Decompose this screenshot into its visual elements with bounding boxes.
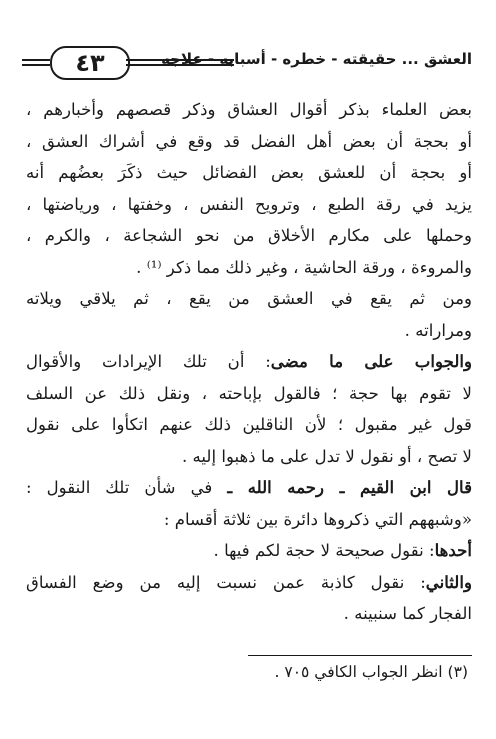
- text-line: يزيد في رقة الطبع ، وترويح النفس ، وخفتها ، ورياضتها ،: [26, 194, 472, 214]
- bold-lead: والجواب على ما مضى: [270, 351, 472, 371]
- text-line: أو بحجة أن للعشق بعض الفضائل حيث ذكَرَ بعضُهم أنه: [26, 163, 472, 182]
- text-line: الفجار كما سنبينه .: [343, 604, 472, 623]
- header-rule: [22, 59, 50, 61]
- text-line: [26, 472, 472, 504]
- text-line: أو بحجة أن بعض أهل الفضل قد وقع في أشراك العشق ،: [26, 131, 472, 151]
- line-rest: في شأن تلك النقول :: [26, 478, 228, 497]
- bold-lead: قال ابن القيم ـ رحمه الله ـ: [227, 477, 472, 497]
- text-line: ومن ثم يقع في العشق من يقع ، ثم يلاقي ويلاته: [26, 289, 472, 308]
- header-rule: [22, 64, 50, 66]
- line-rest: : نقول كاذبة عمن نسبت إليه من وضع الفساق: [26, 572, 426, 592]
- footnote: [275, 663, 468, 681]
- text-line: «وشبههم التي ذكروها دائرة بين ثلاثة أقسام :: [163, 509, 472, 529]
- main-text: [26, 94, 472, 630]
- text-line: لا تصح ، أو نقول لا تدل على ما ذهبوا إليه .: [181, 446, 472, 466]
- text-line: لا تقوم بها حجة ؛ فالقول بإباحته ، ونقل ذلك عن السلف: [26, 383, 472, 403]
- text-line: بعض العلماء بذكر أقوال العشاق وذكر قصصهم وأخبارهم ،: [26, 100, 472, 119]
- text-line: [26, 346, 472, 378]
- text-line: [26, 535, 472, 567]
- bold-lead: أحدها: [434, 540, 472, 560]
- line-rest: : نقول صحيحة لا حجة لكم فيها .: [213, 541, 435, 560]
- footnote-divider: [248, 655, 472, 656]
- bold-lead: والثاني: [425, 571, 472, 592]
- footnote-marker: (٣): [447, 663, 468, 681]
- running-title: العشق ... حقيقته - خطره - أسبابه - علاجه: [161, 50, 472, 68]
- footnote-text: انظر الجواب الكافي ٧٠٥ .: [274, 663, 448, 681]
- line-rest: : أن تلك الإيرادات والأقوال: [26, 352, 271, 371]
- text-line: قول غير مقبول ؛ لأن الناقلين ذلك عنهم اتكأوا على نقول: [26, 415, 472, 434]
- text-line: [26, 567, 472, 599]
- page-header: [22, 44, 472, 84]
- text-line: ومراراته .: [404, 320, 472, 340]
- text-line: وحملها على مكارم الأخلاق من نحو الشجاعة ، والكرم ،: [26, 226, 472, 245]
- page-number: ٤٣: [50, 46, 130, 80]
- text-line: والمروءة ، ورقة الحاشية ، وغير ذلك مما ذكر ⁽¹⁾ .: [136, 257, 472, 277]
